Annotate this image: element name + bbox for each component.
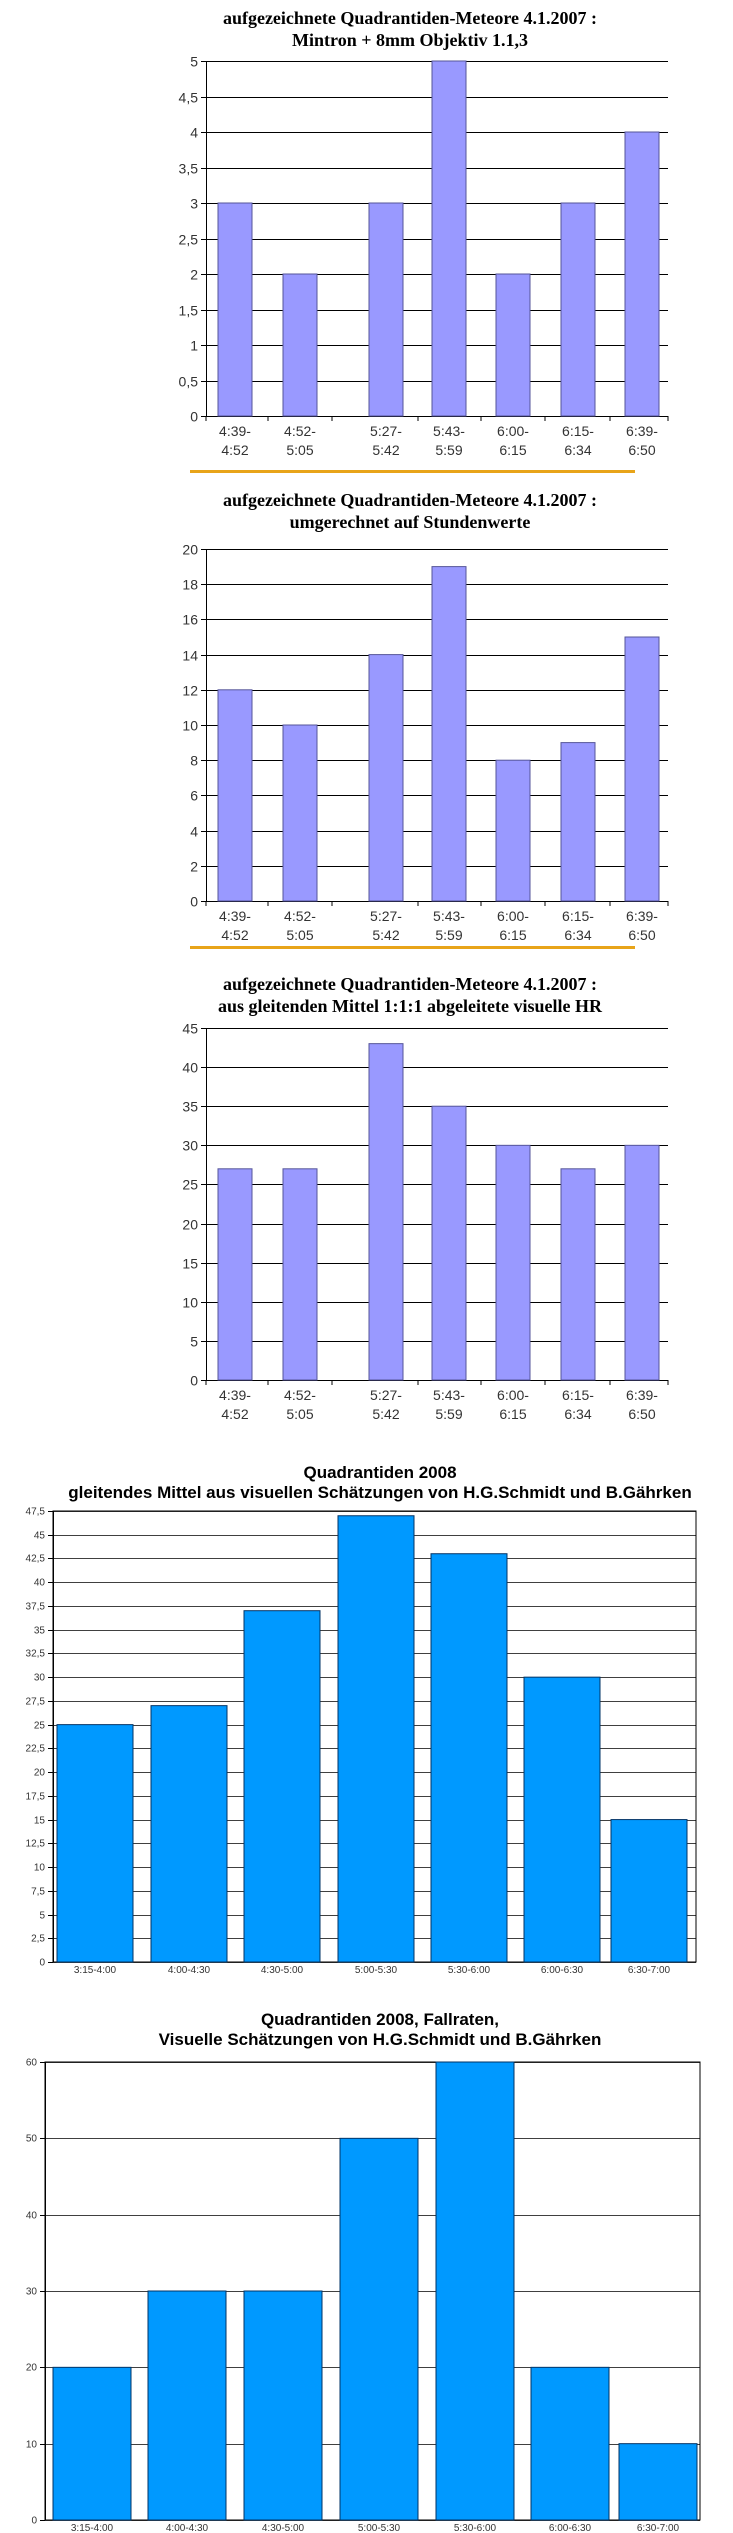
x-tick-label: 5:43-5:59 [433,423,465,458]
x-tick-label: 3:15-4:00 [70,2523,114,2533]
bar [561,743,595,901]
y-tick-label: 4 [190,823,198,840]
y-tick-label: 20 [25,2362,37,2374]
bar [218,1169,252,1380]
bar [57,1725,133,1962]
chart-2 [0,474,733,946]
chart-2-title-line-2: umgerechnet auf Stundenwerte [289,512,531,532]
chart-3-svg [0,950,733,1430]
y-tick-label: 5 [190,53,198,70]
y-tick-label: 17,5 [25,1791,45,1803]
y-tick-label: 22,5 [25,1743,45,1755]
y-tick-label: 42,5 [25,1553,45,1565]
chart-2-plot-area [182,542,668,944]
y-tick-label: 15 [33,1815,45,1827]
y-tick-label: 18 [182,576,198,593]
chart-1 [0,0,733,470]
y-tick-label: 0 [39,1957,45,1969]
x-tick-label: 4:30-5:00 [260,1965,304,1975]
chart-3-plot-area [182,1021,668,1423]
y-tick-label: 45 [182,1020,198,1037]
bar [283,1169,317,1380]
y-tick-label: 16 [182,611,198,628]
x-tick-label: 5:00-5:30 [354,1965,398,1975]
y-tick-label: 10 [25,2439,37,2451]
x-tick-label: 3:15-4:00 [73,1965,117,1975]
x-tick-label: 5:27-5:42 [370,1387,402,1422]
x-tick-label: 4:52-5:05 [284,1387,316,1422]
y-tick-label: 1,5 [178,302,198,319]
x-tick-label: 6:00-6:15 [497,423,529,458]
bar [561,1169,595,1380]
y-tick-label: 8 [190,752,198,769]
y-tick-label: 7,5 [31,1886,45,1898]
chart-3 [0,950,733,1430]
x-tick-label: 4:39-4:52 [219,1387,251,1422]
y-tick-label: 5 [190,1333,198,1350]
y-tick-label: 60 [25,2057,37,2069]
y-tick-label: 10 [182,1294,198,1311]
chart-4-title-line-2: gleitendes Mittel aus visuellen Schätzungen von H.G.Schmidt und B.Gährken [68,1483,692,1502]
bar [53,2367,131,2520]
bar [338,1516,414,1962]
bar [496,1145,530,1380]
y-tick-label: 2 [190,858,198,875]
x-tick-label: 6:30-7:00 [627,1965,671,1975]
x-tick-label: 6:39-6:50 [626,423,658,458]
y-tick-label: 45 [33,1530,45,1542]
y-tick-label: 37,5 [25,1601,45,1613]
x-tick-label: 6:00-6:15 [497,1387,529,1422]
x-tick-label: 6:15-6:34 [562,908,594,943]
bar [369,203,403,416]
x-tick-label: 5:43-5:59 [433,908,465,943]
y-tick-label: 0 [190,408,198,425]
separator-1 [190,470,635,473]
chart-1-title-line-1: aufgezeichnete Quadrantiden-Meteore 4.1.2007 : [222,8,598,28]
chart-1-plot-area [179,54,668,459]
bar [283,725,317,901]
bar [625,1145,659,1380]
y-tick-label: 15 [182,1255,198,1272]
bar [436,2062,514,2520]
bar [148,2291,226,2520]
chart-5-svg [0,1975,733,2533]
bar [496,760,530,901]
chart-5-title-line-2: Visuelle Schätzungen von H.G.Schmidt und B.Gährken [158,2030,602,2049]
bar [432,567,466,901]
y-tick-label: 2,5 [31,1933,45,1945]
y-tick-label: 10 [33,1862,45,1874]
bar [431,1554,507,1962]
chart-3-title-line-2: aus gleitenden Mittel 1:1:1 abgeleitete visuelle HR [218,996,602,1016]
y-tick-label: 1 [190,337,198,354]
y-tick-label: 0 [190,1372,198,1389]
bar [432,1106,466,1380]
bar [625,132,659,416]
y-tick-label: 30 [25,2286,37,2298]
y-tick-label: 40 [33,1577,45,1589]
x-tick-label: 6:39-6:50 [626,908,658,943]
chart-4-title-line-1: Quadrantiden 2008 [303,1463,457,1482]
x-tick-label: 4:39-4:52 [219,423,251,458]
y-tick-label: 10 [182,717,198,734]
bar [218,203,252,416]
x-tick-label: 5:00-5:30 [357,2523,401,2533]
y-tick-label: 50 [25,2133,37,2145]
y-tick-label: 27,5 [25,1696,45,1708]
y-tick-label: 25 [33,1720,45,1732]
bar [625,637,659,901]
y-tick-label: 2,5 [178,231,198,248]
x-tick-label: 6:15-6:34 [562,1387,594,1422]
chart-2-title-line-1: aufgezeichnete Quadrantiden-Meteore 4.1.2007 : [222,490,598,510]
x-tick-label: 4:39-4:52 [219,908,251,943]
x-tick-label: 5:27-5:42 [370,908,402,943]
y-tick-label: 12 [182,682,198,699]
y-tick-label: 5 [39,1910,45,1922]
y-tick-label: 32,5 [25,1648,45,1660]
chart-1-svg [0,0,733,470]
chart-5-title-line-1: Quadrantiden 2008, Fallraten, [260,2010,500,2029]
x-tick-label: 4:30-5:00 [261,2523,305,2533]
x-tick-label: 6:00-6:30 [540,1965,584,1975]
chart-4 [0,1430,733,1975]
bar [524,1677,600,1962]
x-tick-label: 4:52-5:05 [284,908,316,943]
x-tick-label: 6:15-6:34 [562,423,594,458]
x-tick-label: 5:30-6:00 [447,1965,491,1975]
chart-4-plot-area [26,1507,696,1976]
bar [340,2138,418,2520]
bar [283,274,317,416]
bar [244,1611,320,1962]
y-tick-label: 14 [182,647,198,664]
y-tick-label: 4,5 [178,89,198,106]
y-tick-label: 20 [182,541,198,558]
x-tick-label: 5:43-5:59 [433,1387,465,1422]
chart-5-plot-area [26,2058,700,2533]
bar [619,2444,697,2520]
x-tick-label: 4:00-4:30 [167,1965,211,1975]
y-tick-label: 2 [190,266,198,283]
y-tick-label: 0 [31,2515,37,2527]
y-tick-label: 6 [190,787,198,804]
bar [218,690,252,901]
bar [611,1820,687,1962]
chart-5 [0,1975,733,2533]
y-tick-label: 3,5 [178,160,198,177]
x-tick-label: 4:00-4:30 [165,2523,209,2533]
y-tick-label: 20 [182,1216,198,1233]
y-tick-label: 0 [190,893,198,910]
x-tick-label: 6:30-7:00 [636,2523,680,2533]
bar [369,655,403,901]
y-tick-label: 30 [33,1672,45,1684]
x-tick-label: 6:39-6:50 [626,1387,658,1422]
chart-4-svg [0,1430,733,1975]
y-tick-label: 12,5 [25,1838,45,1850]
bar [432,61,466,416]
y-tick-label: 0,5 [178,373,198,390]
x-tick-label: 6:00-6:15 [497,908,529,943]
bar [369,1044,403,1380]
y-tick-label: 4 [190,124,198,141]
y-tick-label: 25 [182,1176,198,1193]
y-tick-label: 35 [33,1625,45,1637]
y-tick-label: 47,5 [25,1506,45,1518]
y-tick-label: 20 [33,1767,45,1779]
x-tick-label: 5:30-6:00 [453,2523,497,2533]
bar [244,2291,322,2520]
y-tick-label: 40 [25,2210,37,2222]
bar [496,274,530,416]
bar [531,2367,609,2520]
y-tick-label: 3 [190,195,198,212]
y-tick-label: 35 [182,1098,198,1115]
x-tick-label: 4:52-5:05 [284,423,316,458]
chart-1-title-line-2: Mintron + 8mm Objektiv 1.1,3 [292,30,528,50]
chart-2-svg [0,474,733,946]
y-tick-label: 40 [182,1059,198,1076]
separator-2 [190,946,635,949]
y-tick-label: 30 [182,1137,198,1154]
chart-3-title-line-1: aufgezeichnete Quadrantiden-Meteore 4.1.2007 : [222,974,598,994]
x-tick-label: 5:27-5:42 [370,423,402,458]
x-tick-label: 6:00-6:30 [548,2523,592,2533]
bar [561,203,595,416]
bar [151,1706,227,1962]
